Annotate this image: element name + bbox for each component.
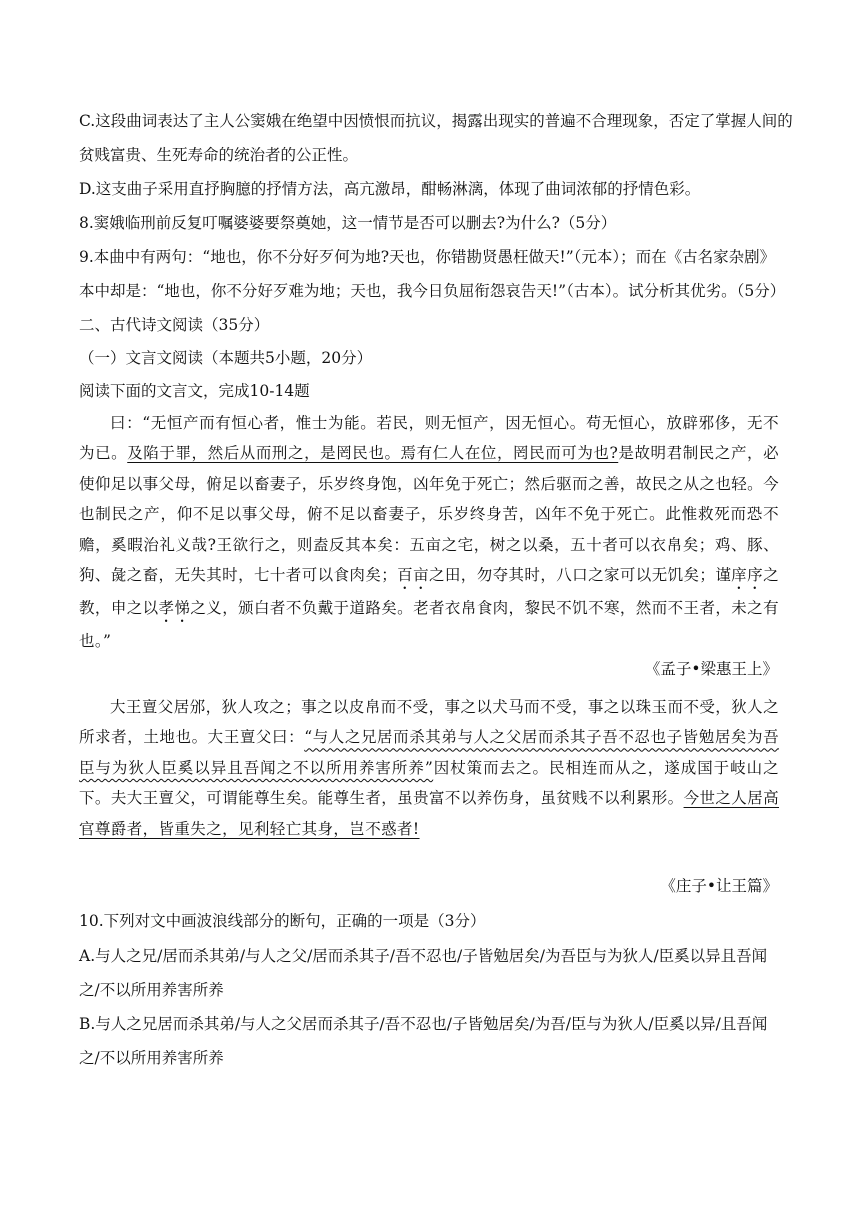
dotted-term-xiaoti: 孝悌 (158, 599, 191, 618)
passage-mencius (79, 408, 779, 656)
passage-zhuangzi-text: 大王亶父居邠，狄人攻之；事之以皮帛而不受，事之以犬马而不受，事之以珠玉而不受，狄人之所求者，土地也。大王亶父曰： (79, 698, 779, 747)
question-8: 8.窦娥临刑前反复叮嘱婆婆要祭奠她，这一情节是否可以删去?为什么?（5分） (79, 214, 617, 232)
section-heading: 二、古代诗文阅读（35分） (79, 316, 270, 334)
q10-option-b-line2: 之/不以所用养害所养 (79, 1049, 224, 1067)
passage-zhuangzi (79, 692, 779, 844)
passage-mencius-text-4: 之教，申之以 (79, 566, 779, 618)
subsection-heading: （一）文言文阅读（本题共5小题，20分） (79, 349, 373, 367)
source-zhuangzi: 《庄子•让王篇》 (660, 877, 778, 895)
q7-option-c-line2: 贫贱富贵、生死寿命的统治者的公正性。 (79, 146, 359, 164)
wavy-underlined-passage: “与人之兄居而杀其弟与人之父居而杀其子吾不忍也子皆勉居矣为吾臣与为狄人臣奚以异且吾闻之不以所用养害所养” (79, 728, 779, 777)
source-mencius: 《孟子•梁惠王上》 (644, 660, 778, 678)
dotted-term-baimu: 百亩 (397, 566, 429, 585)
question-9-line1: 9.本曲中有两句：“地也，你不分好歹何为地?天也，你错勘贤愚枉做天!”（元本）；而在《古名家杂剧》 (79, 248, 776, 266)
reading-instruction: 阅读下面的文言文，完成10-14题 (79, 382, 310, 400)
passage-zhuangzi-text-2: 因杖策而去之。民相连而从之，遂成国于岐山之下。夫大王亶父，可谓能尊生矣。能尊生者，虽贵富不以养伤身，虽贫贱不以利累形。 (79, 758, 779, 808)
passage-mencius-text-5: 之义，颁白者不负戴于道路矣。老者衣帛食肉，黎民不饥不寒，然而不王者，未之有也。” (79, 599, 779, 651)
question-9-line2: 本中却是：“地也，你不分好歹难为地；天也，我今日负屈衔怨哀告天!”（古本）。试分析其优劣。（5分） (79, 282, 786, 300)
question-10-stem: 10.下列对文中画波浪线部分的断句，正确的一项是（3分） (79, 912, 486, 930)
q10-option-b-line1: B.与人之兄居而杀其弟/与人之父居而杀其子/吾不忍也/子皆勉居矣/为吾/臣与为狄人/臣奚以异/且吾闻 (79, 1015, 768, 1033)
q10-option-a-line2: 之/不以所用养害所养 (79, 981, 224, 999)
dotted-term-xiangxu: 庠序 (731, 566, 764, 585)
q7-option-c-line1: C.这段曲词表达了主人公窦娥在绝望中因愤恨而抗议，揭露出现实的普遍不合理现象，否定了掌握人间的 (79, 112, 793, 130)
mencius-underlined-sentence: 及陷于罪，然后从而刑之，是罔民也。焉有仁人在位，罔民而可为也? (127, 444, 619, 463)
zhuangzi-underlined-sentence: 今世之人居高官尊爵者，皆重失之，见利轻亡其身，岂不惑者! (79, 789, 780, 838)
passage-mencius-text-2: 是故明君制民之产，必使仰足以事父母，俯足以畜妻子，乐岁终身饱，凶年免于死亡；然后驱而之善，故民之从之也轻。今也制民之产，仰不足以事父母，俯不足以畜妻子，乐岁终身苦，凶年不免于死亡。此惟救死而恐不赡，奚暇治礼义哉?王欲行之，则盍反其本矣：五亩之宅，树之以桑，五十者可以衣帛矣；鸡、豚、狗、彘之畜，无失其时，七十者可以食肉矣； (79, 444, 779, 585)
passage-mencius-text-3: 之田，勿夺其时，八口之家可以无饥矣；谨 (428, 566, 732, 585)
q7-option-d: D.这支曲子采用直抒胸臆的抒情方法，高亢激昂，酣畅淋漓，体现了曲词浓郁的抒情色彩。 (79, 180, 701, 198)
passage-mencius-text: 曰：“无恒产而有恒心者，惟士为能。若民，则无恒产，因无恒心。苟无恒心，放辟邪侈，无不为已。 (79, 414, 779, 463)
q10-option-a-line1: A.与人之兄/居而杀其弟/与人之父/居而杀其子/吾不忍也/子皆勉居矣/为吾臣与为狄人/臣奚以异且吾闻 (79, 947, 768, 965)
